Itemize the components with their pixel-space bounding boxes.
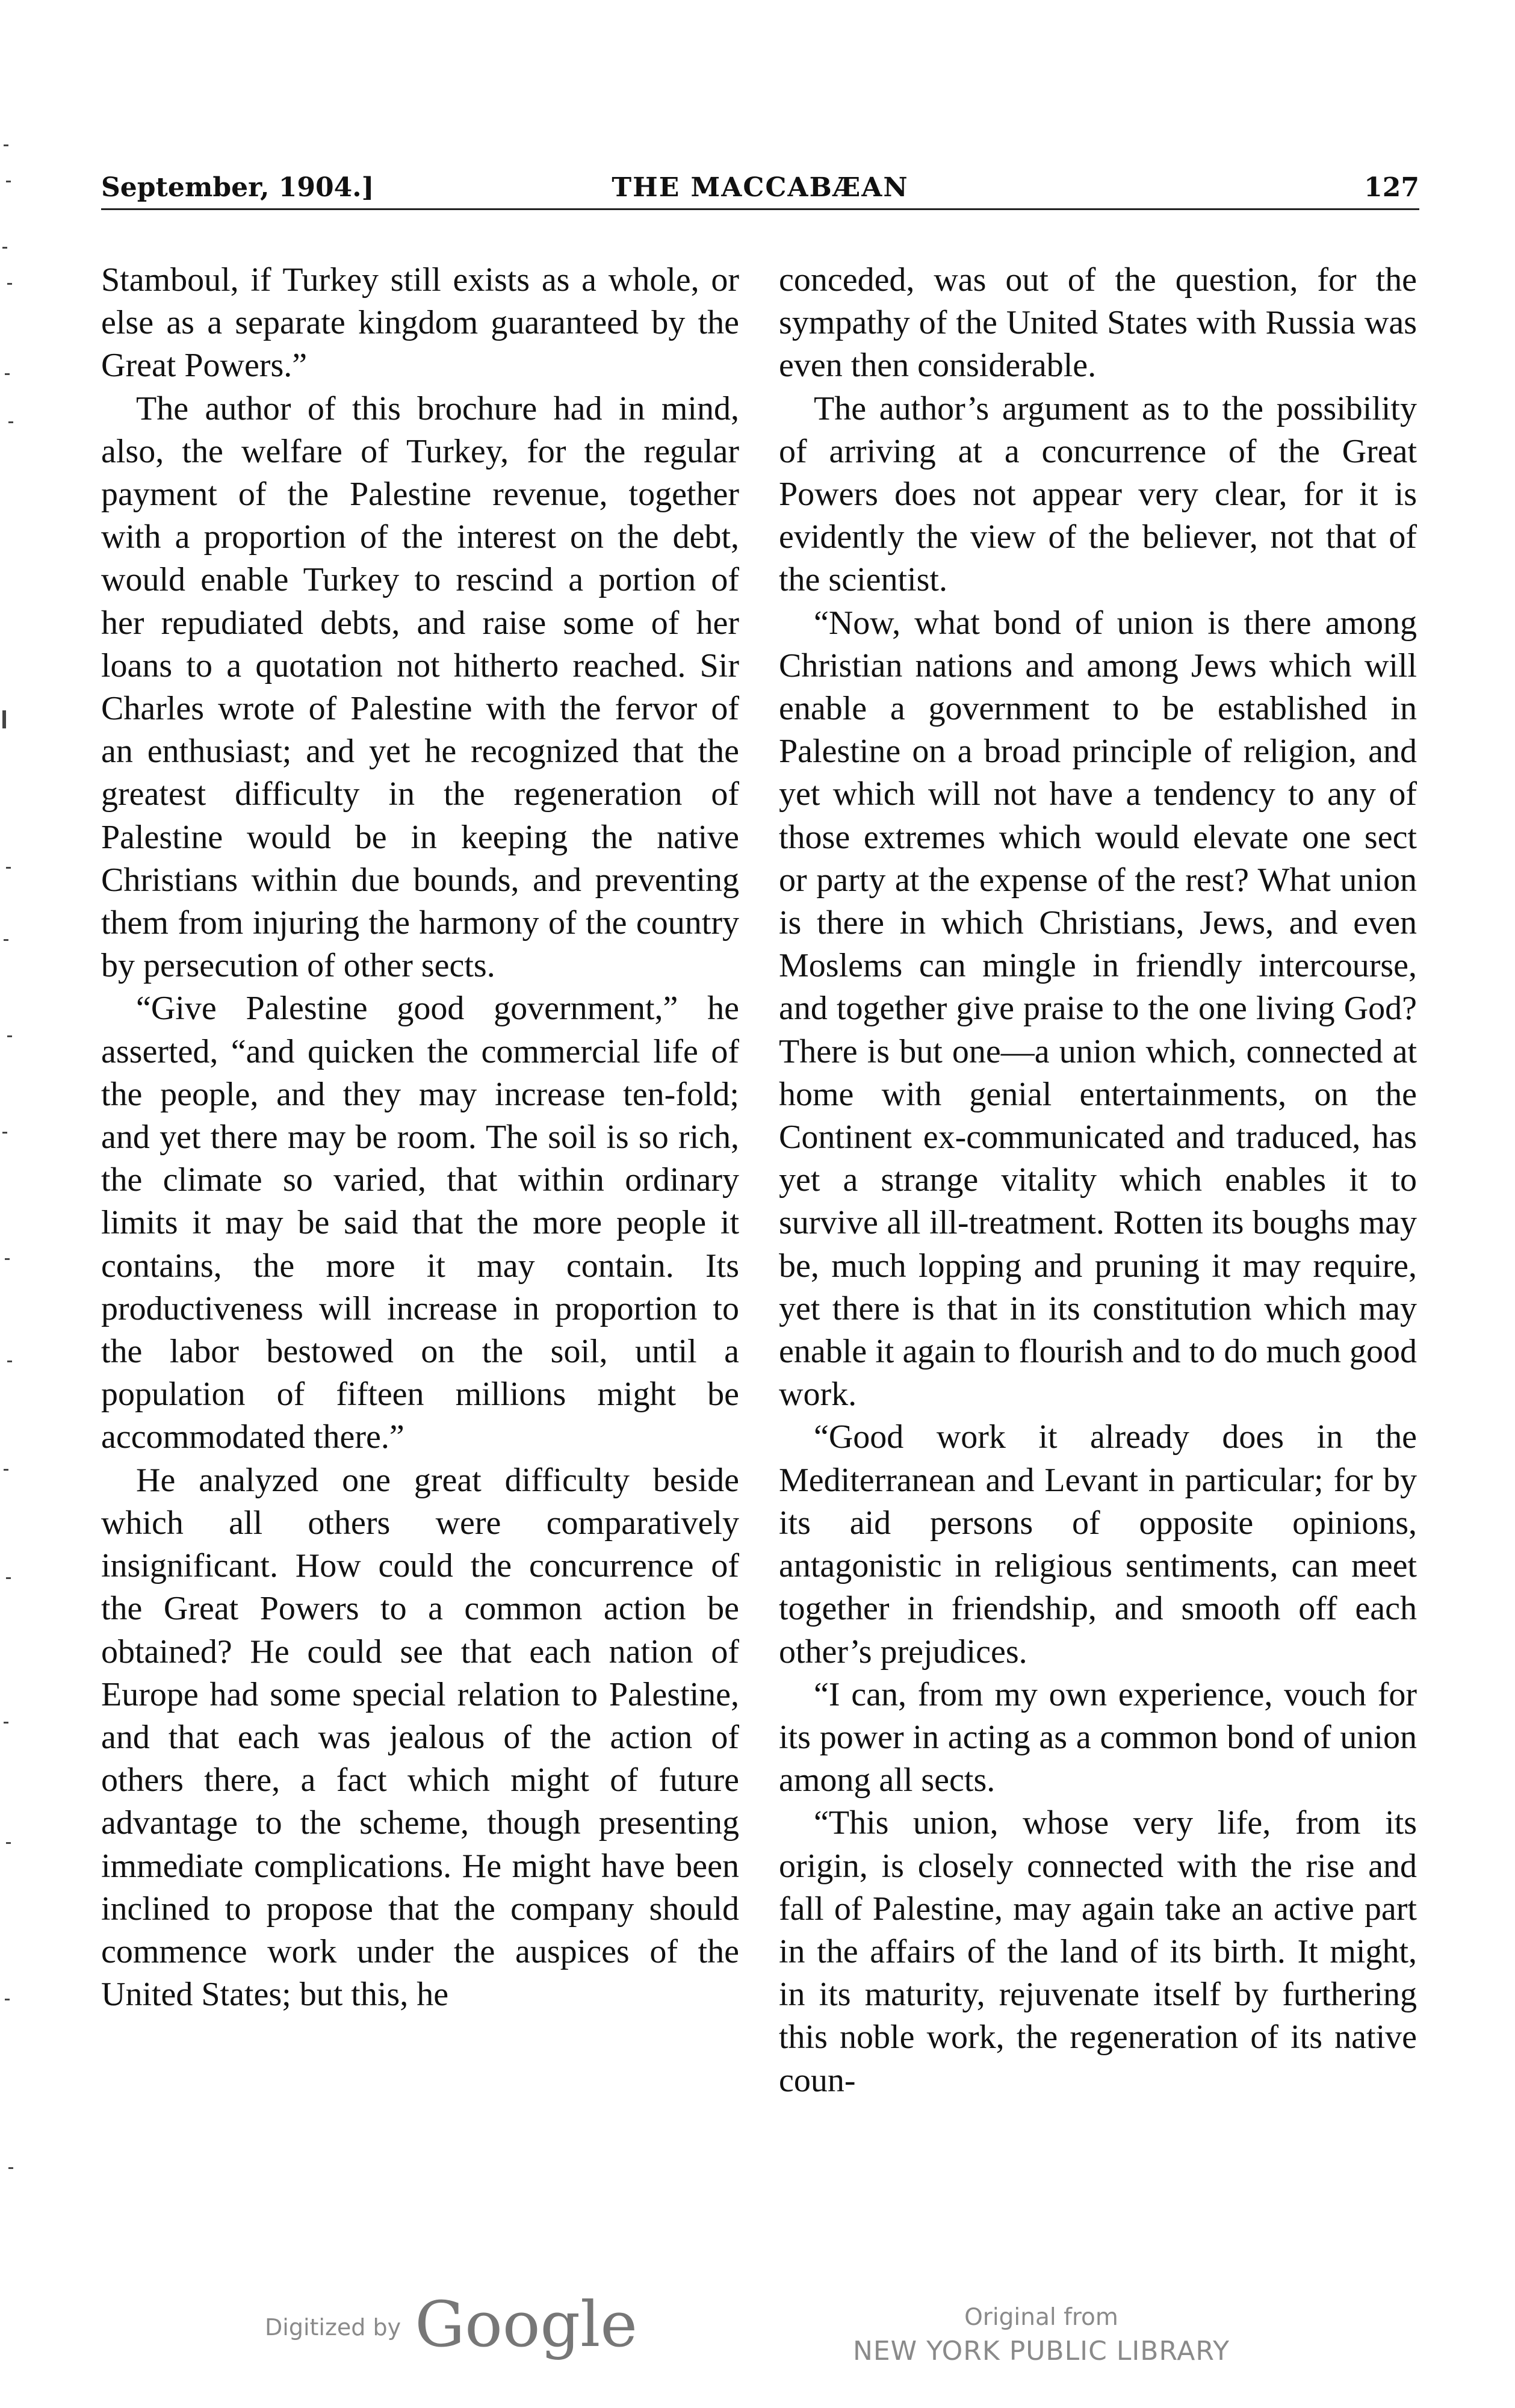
scan-edge-marks: [0, 0, 36, 2408]
paragraph: Stamboul, if Turkey still exists as a whole, or else as a separate kingdom guaranteed by the Great Powers.”: [101, 261, 739, 385]
running-header: [101, 170, 1419, 210]
paragraph: “This union, whose very life, from its origin, is closely connected with the rise and fall of Palestine, may again take an active part in the affairs of the land of its birth. It might, in its maturity, rejuvenate itself by furthering this noble work, the regeneration of its native coun-: [779, 1804, 1417, 2099]
paragraph: The author of this brochure had in mind, also, the welfare of Turkey, for the regular payment of the Palestine revenue, together with a proportion of the interest on the debt, would enable Turkey to rescind a portion of her repudiated debts, and raise some of her loans to a quotation not hitherto reached. Sir Charles wrote of Palestine with the fervor of an enthusiast; and yet he recognized that the greatest difficulty in the regeneration of Palestine would be in keeping the native Christians within due bounds, and preventing them from injuring the harmony of the country by persecution of other sects.: [101, 389, 739, 985]
paragraph: “Give Palestine good government,” he asserted, “and quicken the commercial life of the people, and they may increase ten-fold; and yet there may be room. The soil is so rich, the climate so varied, that within ordinary limits it may be said that the more people it contains, the more it may contain. Its productiveness will increase in proportion to the labor bestowed on the soil, until a population of fifteen millions might be accommodated there.”: [101, 990, 739, 1456]
right-column: [779, 259, 1417, 2102]
paragraph: He analyzed one great difficulty beside which all others were comparatively insignificant. How could the concurrence of the Great Powers to a common action be obtained? He could see that each nation of Europe had some special relation to Palestine, and that each was jealous of the action of others there, a fact which might of future advantage to the scheme, though presenting immediate complications. He might have been inclined to propose that the company should commence work under the auspices of the United States; but this, he: [101, 1461, 739, 2014]
left-column: [101, 259, 739, 2016]
digitized-by-watermark: [265, 2288, 637, 2361]
paragraph: conceded, was out of the question, for the sympathy of the United States with Russia was even then considerable.: [779, 261, 1417, 385]
google-logo: Google: [415, 2288, 637, 2361]
page-number: 127: [1364, 172, 1419, 203]
header-date: September, 1904.]: [101, 172, 374, 203]
original-from-text: Original from: [964, 2304, 1118, 2331]
paragraph: The author’s argument as to the possibility of arriving at a concurrence of the Great Powers does not appear very clear, for it is evidently the view of the believer, not that of the scientist.: [779, 389, 1417, 599]
paragraph: “I can, from my own experience, vouch for its power in acting as a common bond of union among all sects.: [779, 1675, 1417, 1799]
library-attribution: [831, 2301, 1252, 2368]
digitized-by-text: Digitized by: [265, 2314, 401, 2341]
library-name: NEW YORK PUBLIC LIBRARY: [852, 2336, 1230, 2366]
paragraph: “Good work it already does in the Mediterranean and Levant in particular; for by its aid persons of opposite opinions, antagonistic in religious sentiments, can meet together in friendship, and smooth off each other’s prejudices.: [779, 1418, 1417, 1671]
paragraph: “Now, what bond of union is there among Christian nations and among Jews which will enable a government to be established in Palestine on a broad principle of religion, and yet which will not have a tendency to any of those extremes which would elevate one sect or party at the expense of the rest? What union is there in which Christians, Jews, and even Moslems can mingle in friendly intercourse, and together give praise to the one living God? There is but one—a union which, connected at home with genial entertainments, on the Continent ex-communicated and traduced, has yet a strange vitality which enables it to survive all ill-treatment. Rotten its boughs may be, much lopping and pruning it may require, yet there is that in its constitution which may enable it again to flourish and to do much good work.: [779, 604, 1417, 1413]
journal-title: THE MACCABÆAN: [612, 172, 909, 203]
